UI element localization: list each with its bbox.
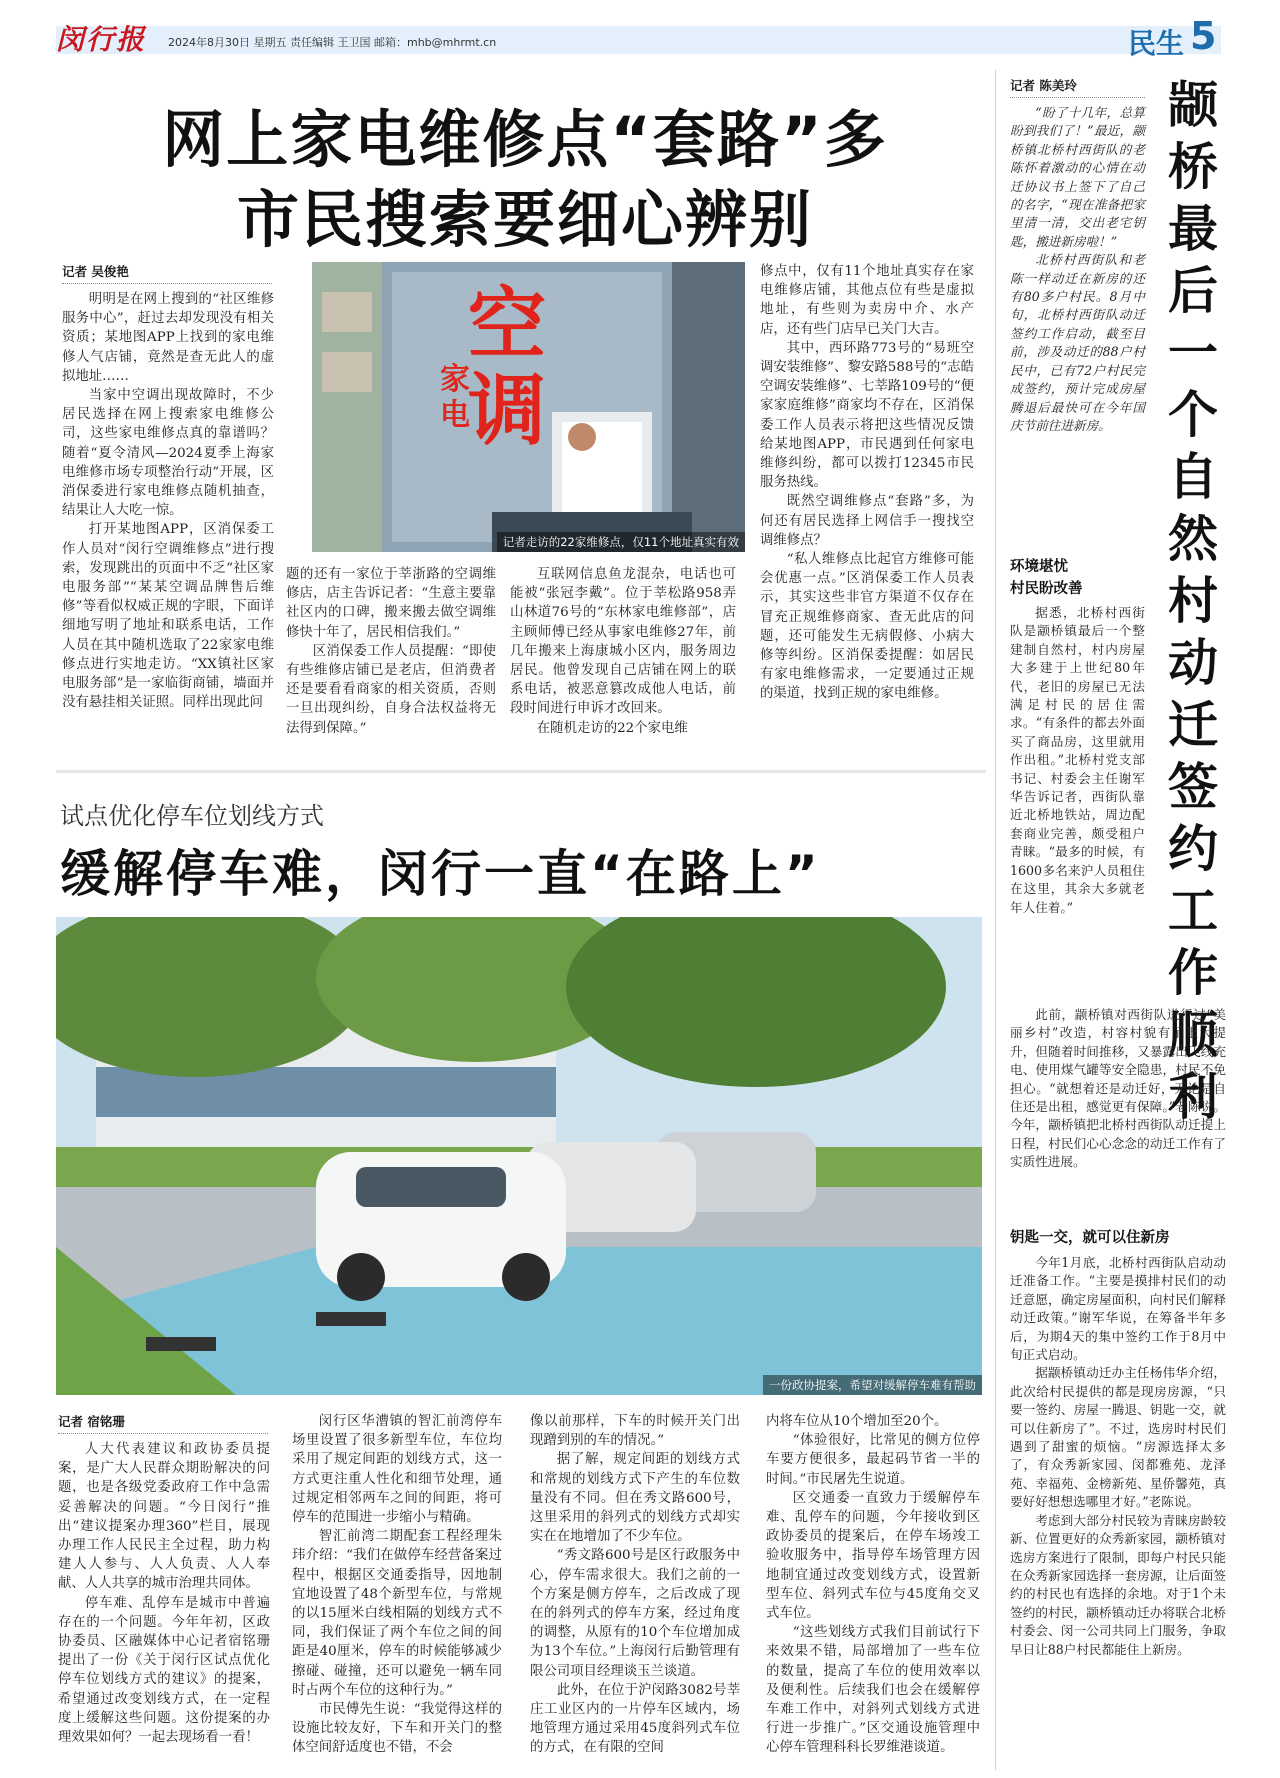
article1-byline: 记者 吴俊艳 — [62, 262, 272, 284]
paragraph: 据悉，北桥村西街队是颛桥镇最后一个整建制自然村，村内房屋大多建于上世纪80年代，老旧的房屋已无法满足村民的居住需求。“有条件的都去外面买了商品房，这里就用作出租。”北桥村党支部书记、村委会主任谢军华告诉记者，西街队靠近北桥地铁站，周边配套商业完善，颇受租户青睐。“最多的时候，有1600多名来沪人员租住在这里，其余大多就老年人住着。” — [1010, 605, 1145, 915]
paragraph: 修点中，仅有11个地址真实存在家电维修店铺，其他点位有些是虚拟地址，有些则为卖房中介、水产店，还有些门店早已关门大吉。 — [760, 264, 974, 337]
article1-photo-caption: 记者走访的22家维修点，仅11个地址真实有效 — [497, 532, 745, 552]
paragraph: 停车难、乱停车是城市中普遍存在的一个问题。今年年初，区政协委员、区融媒体中心记者宿铭珊提出了一份《关于闵行区试点优化停车位划线方式的建议》的提案，希望通过改变划线方式，在一定程度上缓解这些问题。这份提案的办理效果如何？一起去现场看一看！ — [58, 1595, 270, 1746]
paragraph: 其中，西环路773号的“易班空调安装维修”、黎安路588号的“志皓空调安装维修”、七莘路109号的“便家家庭维修”商家均不存在，区消保委工作人员表示将把这些情况反馈给某地图APP，市民遇到任何家电维修纠纷，都可以拨打12345市民服务热线。 — [760, 340, 974, 491]
section-name: 民生 — [1128, 27, 1185, 60]
paragraph: 内将车位从10个增加至20个。 — [766, 1414, 948, 1429]
paragraph: 区消保委工作人员提醒：“即使有些维修店铺已是老店，但消费者还是要看看商家的相关资质，否则一旦出现纠纷，自身合法权益将无法得到保障。” — [286, 643, 496, 736]
paragraph: 智汇前湾二期配套工程经理朱玮介绍：“我们在做停车经营备案过程中，根据区交通委指导，因地制宜地设置了48个新型车位，与常规的以15厘米白线相隔的划线方式不同，我们保证了两个车位之间的间距是40厘米，停车的时候能够减少擦碰、碰撞，还可以避免一辆车同时占两个车位的这种行为。” — [292, 1529, 502, 1698]
article3-section-1 — [1010, 604, 1145, 917]
paragraph: “私人维修点比起官方维修可能会优惠一点。”区消保委工作人员表示，其实这些非官方渠道不仅存在冒充正规维修商家、查无此店的问题，还可能发生无病假修、小病大修等纠纷。区消保委提醒：如居民有家电维修需求，一定要通过正规的渠道，找到正规的家电维修。 — [760, 552, 974, 702]
article3-intro — [1010, 104, 1145, 435]
column-rule — [995, 70, 996, 1770]
parking-lot-illustration — [56, 917, 982, 1395]
article2-column-3 — [530, 1412, 740, 1758]
paragraph: 当家中空调出现故障时，不少居民选择在网上搜索家电维修公司，这些家电维修点真的靠谱吗？随着“夏令清风—2024夏季上海家电维修市场专项整治行动”开展，区消保委进行家电维修点随机抽查，结果让人大吃一惊。 — [62, 388, 274, 519]
article1-column-2 — [286, 565, 496, 738]
paragraph: 市民傅先生说：“我觉得这样的设施比较友好，下车和开关门的整体空间舒适度也不错，不会 — [292, 1702, 502, 1756]
paragraph: 闵行区华漕镇的智汇前湾停车场里设置了很多新型车位，车位均采用了规定间距的划线方式，这一方式更注重人性化和细节处理，通过规定相邻两车之间的间距，将可停车的范围进一步缩小与精确。 — [292, 1414, 502, 1526]
article2-photo-parking-lot — [56, 917, 982, 1395]
paragraph: “盼了十几年，总算盼到我们了！”最近，颛桥镇北桥村西街队的老陈怀着激动的心情在动迁协议书上签下了自己的名字，“现在准备把家里清一清，交出老宅钥匙，搬进新房啦！” — [1010, 105, 1145, 249]
article2-column-4 — [766, 1412, 980, 1758]
article1-column-4 — [760, 262, 974, 704]
paragraph: 北桥村西街队和老陈一样动迁在新房的还有80多户村民。8月中旬，北桥村西街队动迁签约工作启动，截至目前，涉及动迁的88户村民中，已有72户村民完成签约，预计完成房屋腾退后最快可在今年国庆节前往进新房。 — [1010, 252, 1145, 433]
section-divider — [56, 770, 986, 773]
page-number: 5 — [1190, 14, 1217, 58]
shop-sign-big: 空调 — [467, 280, 546, 456]
paragraph: 题的还有一家位于莘浙路的空调维修店，店主告诉记者：“生意主要靠社区内的口碑，搬来搬去做空调维修快十年了，居民相信我们。” — [286, 567, 496, 640]
article1-headline-line1: 网上家电维修点“套路”多 — [162, 103, 888, 176]
article2-photo-caption: 一份政协提案，希望对缓解停车难有帮助 — [763, 1375, 982, 1395]
article1-headline-line2: 市民搜索要细心辨别 — [236, 183, 813, 256]
article2-column-1 — [58, 1440, 270, 1747]
paragraph: 人大代表建议和政协委员提案，是广大人民群众期盼解决的问题，也是各级党委政府工作中急需妥善解决的问题。“今日闵行”推出“建议提案办理360”栏目，展现办理工作人民民主全过程，助力构建人人参与、人人负责、人人奉献、人人共享的城市治理共同体。 — [58, 1442, 270, 1592]
article2-byline: 记者 宿铭珊 — [58, 1412, 268, 1434]
shop-sign-small: 家电 — [440, 362, 470, 433]
paragraph: “体验很好，比常见的侧方位停车要方便很多，最起码节省一半的时间。”市民屠先生说道。 — [766, 1433, 980, 1487]
article3-headline: 颛桥最后一个自然村动迁签约工作顺利 — [1168, 76, 1218, 1126]
paragraph: 像以前那样，下车的时候开关门出现蹭到别的车的情况。” — [530, 1414, 740, 1449]
paragraph: 打开某地图APP，区消保委工作人员对“闵行空调维修点”进行搜索，发现跳出的页面中不乏“社区家电服务部”“某某空调品牌售后维修”等看似权威正规的字眼，下面详细地写明了地址和联系电话，工作人员在其中随机选取了22家家电维修点进行实地走访。“XX镇社区家电服务部”是一家临街商铺，墙面并没有悬挂相关证照。同样出现此问 — [62, 522, 274, 711]
paragraph: 今年1月底，北桥村西街队启动动迁准备工作。“主要是摸排村民们的动迁意愿，确定房屋面积，向村民们解释动迁政策。”谢军华说，在筹备半年多后，为期4天的集中签约工作于8月中旬正式启动。 — [1010, 1255, 1226, 1363]
paragraph: 既然空调维修点“套路”多，为何还有居民选择上网信手一搜找空调维修点？ — [760, 494, 974, 548]
article1-column-3 — [510, 565, 736, 738]
article3-subhead-2: 钥匙一交，就可以住新房 — [1010, 1230, 1170, 1246]
paragraph: “这些划线方式我们目前试行下来效果不错，局部增加了一些车位的数量，提高了车位的使用效率以及便利性。后续我们也会在缓解停车难工作中，对斜列式划线方式进行进一步推广。”区交通设施管理中心停车管理科科长罗维港谈道。 — [766, 1625, 980, 1756]
paragraph: 此外，在位于沪闵路3082号莘庄工业区内的一片停车区域内，场地管理方通过采用45度斜列式车位的方式，在有限的空间 — [530, 1682, 740, 1756]
header-meta: 2024年8月30日 星期五 责任编辑 王卫国 邮箱：mhb@mhrmt.cn — [168, 36, 497, 49]
article2-kicker: 试点优化停车位划线方式 — [60, 802, 324, 830]
paragraph: 在随机走访的22个家电维 — [536, 720, 688, 736]
paragraph: 区交通委一直致力于缓解停车难、乱停车的问题，今年接收到区政协委员的提案后，在停车场竣工验收服务中，指导停车场管理方因地制宜通过改变划线方式，设置新型车位、斜列式车位与45度角交叉式车位。 — [766, 1490, 980, 1622]
article1-photo-aircon-shop — [312, 262, 745, 552]
newspaper-logo: 闵行报 — [56, 23, 147, 56]
paragraph: “秀文路600号是区行政服务中心，停车需求很大。我们之前的一个方案是侧方停车，之后改成了现在的斜列式的停车方案，经过角度的调整，从原有的10个车位增加成为13个车位。”上海闵行后勤管理有限公司项目经理谈玉兰谈道。 — [530, 1548, 740, 1679]
article3-section-2 — [1010, 1254, 1226, 1659]
article3-subhead-1: 环境堪忧 村民盼改善 — [1010, 559, 1083, 597]
article3-byline: 记者 陈美玲 — [1010, 76, 1145, 98]
paragraph: 考虑到大部分村民较为青睐房龄较新、位置更好的众秀新家园，颛桥镇对选房方案进行了限制，即每户村民只能在众秀新家园选择一套房源，让后面签约的村民也有选择的余地。对于1个未签约的村民，颛桥镇动迁办将联合北桥村委会、闵一公司共同上门服务，争取早日让88户村民都能住上新房。 — [1010, 1512, 1226, 1657]
paragraph: 据了解，规定间距的划线方式和常规的划线方式下产生的车位数量没有不同。但在秀文路600号，这里采用的斜列式的划线方式却实实在在地增加了不少车位。 — [530, 1452, 740, 1545]
paragraph: 此前，颛桥镇对西街队进行过“美丽乡村”改造，村容村貌有了很大提升，但随着时间推移，又暴露出飞线充电、使用煤气罐等安全隐患，村民不免担心。“就想着还是动迁好，无论是自住还是出租，感觉更有保障。”老陈说。今年，颛桥镇把北桥村西街队动迁提上日程，村民们心心念念的动迁工作有了实质性进展。 — [1010, 1007, 1226, 1170]
article1-column-1 — [62, 290, 274, 712]
paragraph: 据颛桥镇动迁办主任杨伟华介绍，此次给村民提供的都是现房房源，“只要一签约、房屋一腾退、钥匙一交，就可以住新房了”。不过，选房时村民们遇到了甜蜜的烦恼。“房源选择太多了，有众秀新家园、闵都雅苑、龙泽苑、幸福苑、金榜新苑、星侨馨苑，真要好好想想选哪里才好。”老陈说。 — [1010, 1365, 1226, 1510]
paragraph: 互联网信息鱼龙混杂，电话也可能被“张冠李戴”。位于莘松路958弄山林道76号的“东林家电维修部”，店主顾师傅已经从事家电维修27年，前几年搬来上海康城小区内，服务周边居民。他曾发现自己店铺在网上的联系电话，被恶意篡改成他人电话，前段时间进行申诉才改回来。 — [510, 567, 736, 717]
article2-headline: 缓解停车难，闵行一直“在路上” — [60, 845, 821, 903]
article2-column-2 — [292, 1412, 502, 1758]
paragraph: 明明是在网上搜到的“社区维修服务中心”，赶过去却发现没有相关资质；某地图APP上找到的家电维修人气店铺，竟然是查无此人的虚拟地址…… — [62, 292, 274, 384]
article3-section-1-continued — [1010, 1006, 1226, 1172]
